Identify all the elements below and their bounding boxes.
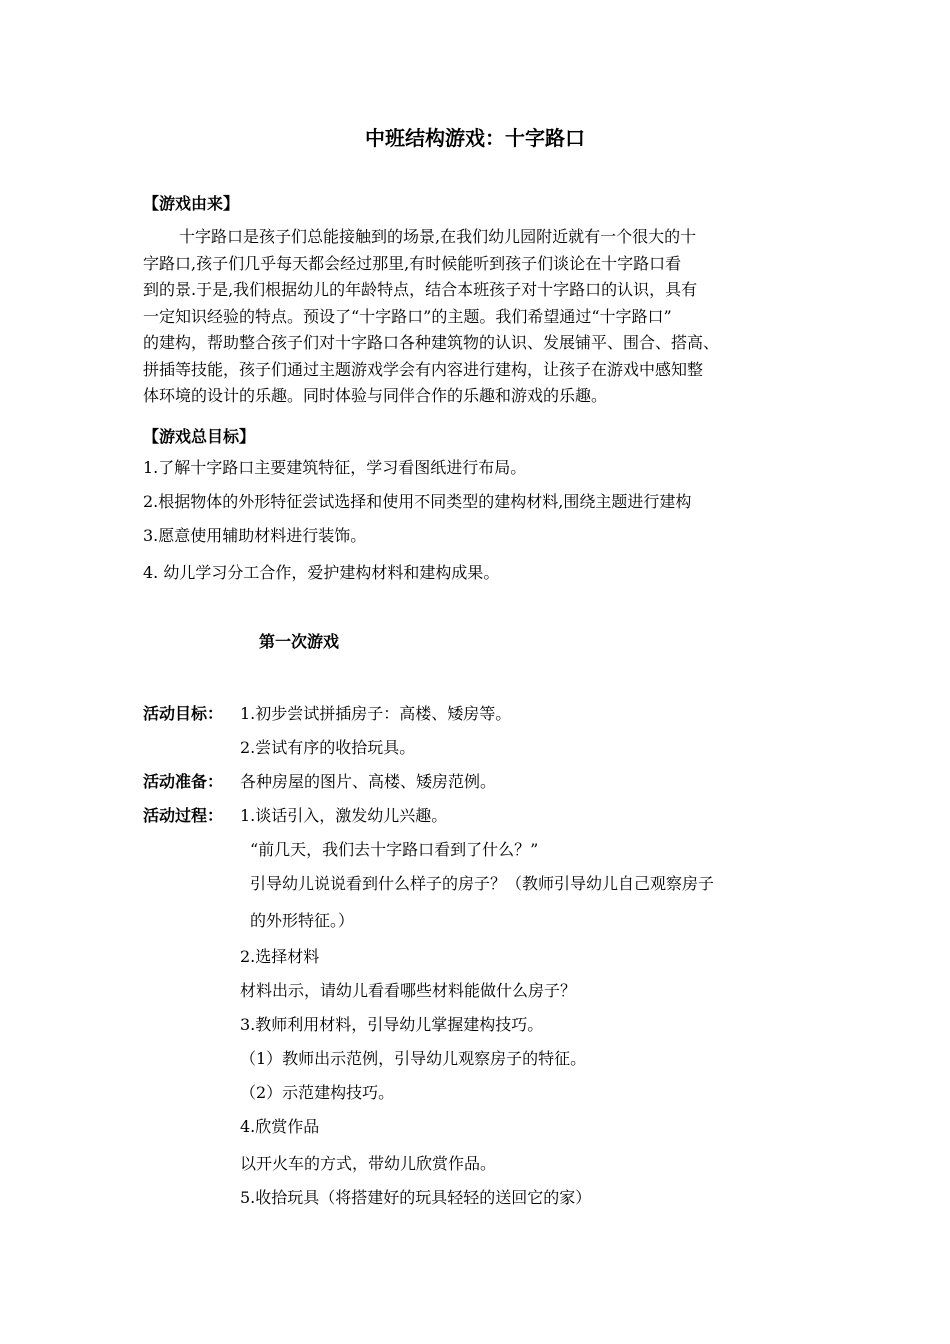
process-line: “前几天，我们去十字路口看到了什么？” — [250, 840, 539, 859]
origin-line: 十字路口是孩子们总能接触到的场景,在我们幼儿园附近就有一个很大的十 — [179, 227, 697, 246]
process-line: 材料出示，请幼儿看看哪些材料能做什么房子？ — [240, 981, 577, 1000]
goals-heading: 【游戏总目标】 — [143, 427, 256, 446]
origin-paragraph — [143, 224, 811, 410]
first-game-heading: 第一次游戏 — [259, 632, 340, 651]
objective-line: 2.尝试有序的收拾玩具。 — [240, 738, 416, 757]
origin-line: 拼插等技能，孩子们通过主题游戏学会有内容进行建构，让孩子在游戏中感知整 — [143, 359, 704, 379]
origin-line: 到的景.于是,我们根据幼儿的年龄特点，结合本班孩子对十字路口的认识，具有 — [143, 280, 698, 299]
origin-heading: 【游戏由来】 — [143, 194, 240, 213]
process-line: 5.收拾玩具（将搭建好的玩具轻轻的送回它的家） — [240, 1188, 592, 1207]
process-line: 以开火车的方式，带幼儿欣赏作品。 — [240, 1154, 497, 1173]
process-line: （2）示范建构技巧。 — [240, 1083, 395, 1102]
goal-item: 2.根据物体的外形特征尝试选择和使用不同类型的建构材料,围绕主题进行建构 — [143, 492, 692, 511]
process-line: （1）教师出示范例，引导幼儿观察房子的特征。 — [240, 1049, 587, 1068]
origin-line: 的建构，帮助整合孩子们对十字路口各种建筑物的认识、发展铺平、围合、搭高、 — [143, 333, 720, 352]
process-line: 1.谈话引入，激发幼儿兴趣。 — [240, 806, 448, 825]
origin-line: 字路口,孩子们几乎每天都会经过那里,有时候能听到孩子们谈论在十字路口看 — [143, 253, 682, 273]
goal-item: 3.愿意使用辅助材料进行装饰。 — [143, 526, 367, 545]
process-line: 4.欣赏作品 — [240, 1117, 320, 1136]
process-label: 活动过程： — [143, 806, 224, 825]
objective-line: 1.初步尝试拼插房子：高楼、矮房等。 — [240, 704, 512, 723]
process-line: 引导幼儿说说看到什么样子的房子？（教师引导幼儿自己观察房子 — [250, 874, 715, 893]
process-line: 3.教师利用材料，引导幼儿掌握建构技巧。 — [240, 1015, 544, 1034]
objective-label: 活动目标： — [143, 704, 224, 723]
origin-line: 一定知识经验的特点。预设了“十字路口”的主题。我们希望通过“十字路口” — [143, 306, 672, 326]
goal-item: 4. 幼儿学习分工合作，爱护建构材料和建构成果。 — [143, 563, 500, 582]
document-title: 中班结构游戏：十字路口 — [365, 126, 585, 150]
goal-item: 1.了解十字路口主要建筑特征，学习看图纸进行布局。 — [143, 458, 527, 477]
process-line: 2.选择材料 — [240, 947, 320, 966]
prep-label: 活动准备： — [143, 772, 224, 791]
process-line: 的外形特征。） — [250, 911, 355, 930]
origin-line: 体环境的设计的乐趣。同时体验与同伴合作的乐趣和游戏的乐趣。 — [143, 386, 608, 405]
prep-text: 各种房屋的图片、高楼、矮房范例。 — [240, 772, 497, 791]
